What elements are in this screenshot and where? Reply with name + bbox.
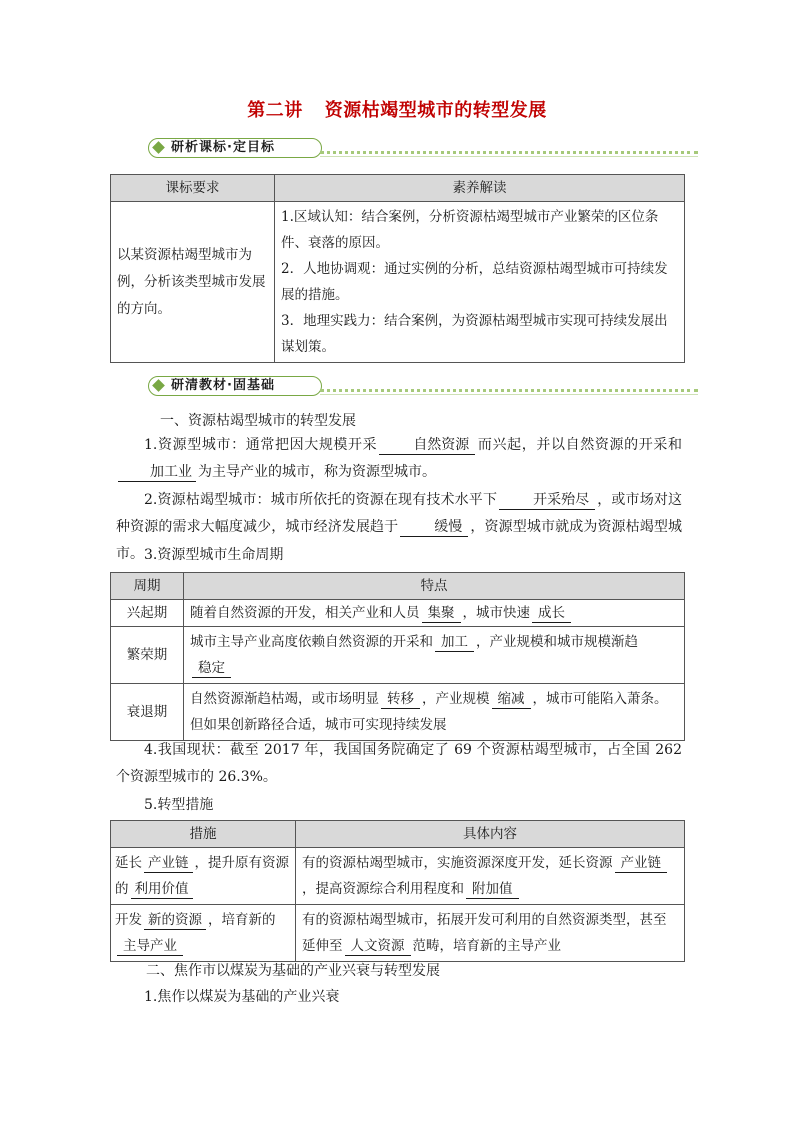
banner-dotted-line [320, 151, 698, 154]
banner-dotted-line [320, 389, 698, 392]
answer-blank: 缩减 [492, 690, 531, 709]
lecture-topic: 资源枯竭型城市的转型发展 [324, 100, 547, 121]
section-heading: 二、焦作市以煤炭为基础的产业兴衰与转型发展 [146, 963, 440, 979]
answer-blank: 自然资源 [379, 436, 475, 455]
paragraph-measures-title: 5.转型措施 [144, 797, 214, 813]
literacy-cell [275, 202, 685, 363]
paragraph-depleted-city: 2.资源枯竭型城市：城市所依托的资源在现有技术水平下 开采殆尽 ，或市场对这种资源的需求大幅度减少，城市经济发展趋于 缓慢 ，资源型城市就成为资源枯竭型城市。 [116, 492, 683, 562]
banner-label: 研清教材·固基础 [148, 376, 322, 396]
banner-rule [320, 156, 698, 157]
table-row [111, 848, 685, 905]
page-title [0, 96, 794, 122]
answer-blank: 开采殆尽 [499, 491, 595, 510]
answer-blank: 人文资源 [345, 937, 411, 956]
answer-blank: 加工 [435, 633, 474, 652]
answer-blank: 缓慢 [400, 518, 468, 537]
feature-cell: 城市主导产业高度依赖自然资源的开采和 加工 ，产业规模和城市规模渐趋稳定 [184, 627, 685, 684]
answer-blank: 集聚 [422, 604, 461, 623]
measure-cell: 开发 新的资源 ，培育新的主导产业 [111, 905, 296, 962]
lifecycle-table [110, 572, 685, 741]
paragraph-jiaozuo-title: 1.焦作以煤炭为基础的产业兴衰 [144, 989, 340, 1005]
paragraph-lifecycle-title: 3.资源型城市生命周期 [144, 547, 284, 563]
table-row [111, 684, 685, 741]
answer-blank: 成长 [532, 604, 571, 623]
header-literacy: 素养解读 [275, 175, 685, 202]
table-row [111, 627, 685, 684]
banner-label: 研析课标·定目标 [148, 138, 322, 158]
measures-table [110, 820, 685, 962]
answer-blank: 产业链 [615, 854, 668, 873]
section-heading: 一、资源枯竭型城市的转型发展 [160, 413, 356, 429]
standards-table [110, 174, 685, 363]
content-cell: 有的资源枯竭型城市，拓展开发可利用的自然资源类型，甚至延伸至 人文资源 范畴，培育新的主导产业 [296, 905, 685, 962]
header-period: 周期 [111, 573, 184, 600]
content-cell: 有的资源枯竭型城市，实施资源深度开发，延长资源 产业链，提高资源综合利用程度和 附加值 [296, 848, 685, 905]
banner-rule [320, 394, 698, 395]
period-cell: 繁荣期 [111, 627, 184, 684]
header-requirement: 课标要求 [111, 175, 275, 202]
measure-cell: 延长 产业链 ，提升原有资源的 利用价值 [111, 848, 296, 905]
literacy-item: 1.区域认知：结合案例，分析资源枯竭型城市产业繁荣的区位条件、衰落的原因。 [281, 209, 659, 251]
paragraph-current-status: 4.我国现状：截至 2017 年，我国国务院确定了 69 个资源枯竭型城市，占全国 262 个资源型城市的 26.3%。 [116, 742, 682, 785]
answer-blank: 产业链 [144, 854, 193, 873]
header-feature: 特点 [184, 573, 685, 600]
answer-blank: 稳定 [192, 659, 231, 678]
period-cell: 衰退期 [111, 684, 184, 741]
feature-cell: 随着自然资源的开发，相关产业和人员 集聚 ，城市快速 成长 [184, 600, 685, 627]
literacy-item: 3．地理实践力：结合案例，为资源枯竭型城市实现可持续发展出谋划策。 [281, 313, 668, 355]
period-cell: 兴起期 [111, 600, 184, 627]
paragraph-resource-city: 1.资源型城市：通常把因大规模开采 自然资源 而兴起，并以自然资源的开采和加工业 为主导产业的城市，称为资源型城市。 [116, 432, 682, 486]
answer-blank: 新的资源 [144, 911, 206, 930]
answer-blank: 转移 [381, 690, 420, 709]
answer-blank: 加工业 [118, 463, 196, 482]
feature-cell: 自然资源渐趋枯竭，或市场明显 转移 ，产业规模 缩减 ，城市可能陷入萧条。但如果创新路径合适，城市可实现持续发展 [184, 684, 685, 741]
table-row [111, 905, 685, 962]
lecture-number: 第二讲 [247, 100, 303, 121]
requirement-cell: 以某资源枯竭型城市为例，分析该类型城市发展的方向。 [111, 202, 275, 363]
answer-blank: 主导产业 [117, 937, 183, 956]
header-content: 具体内容 [296, 821, 685, 848]
literacy-item: 2．人地协调观：通过实例的分析，总结资源枯竭型城市可持续发展的措施。 [281, 261, 668, 303]
header-measure: 措施 [111, 821, 296, 848]
answer-blank: 附加值 [466, 880, 519, 899]
answer-blank: 利用价值 [131, 880, 193, 899]
table-row [111, 600, 685, 627]
